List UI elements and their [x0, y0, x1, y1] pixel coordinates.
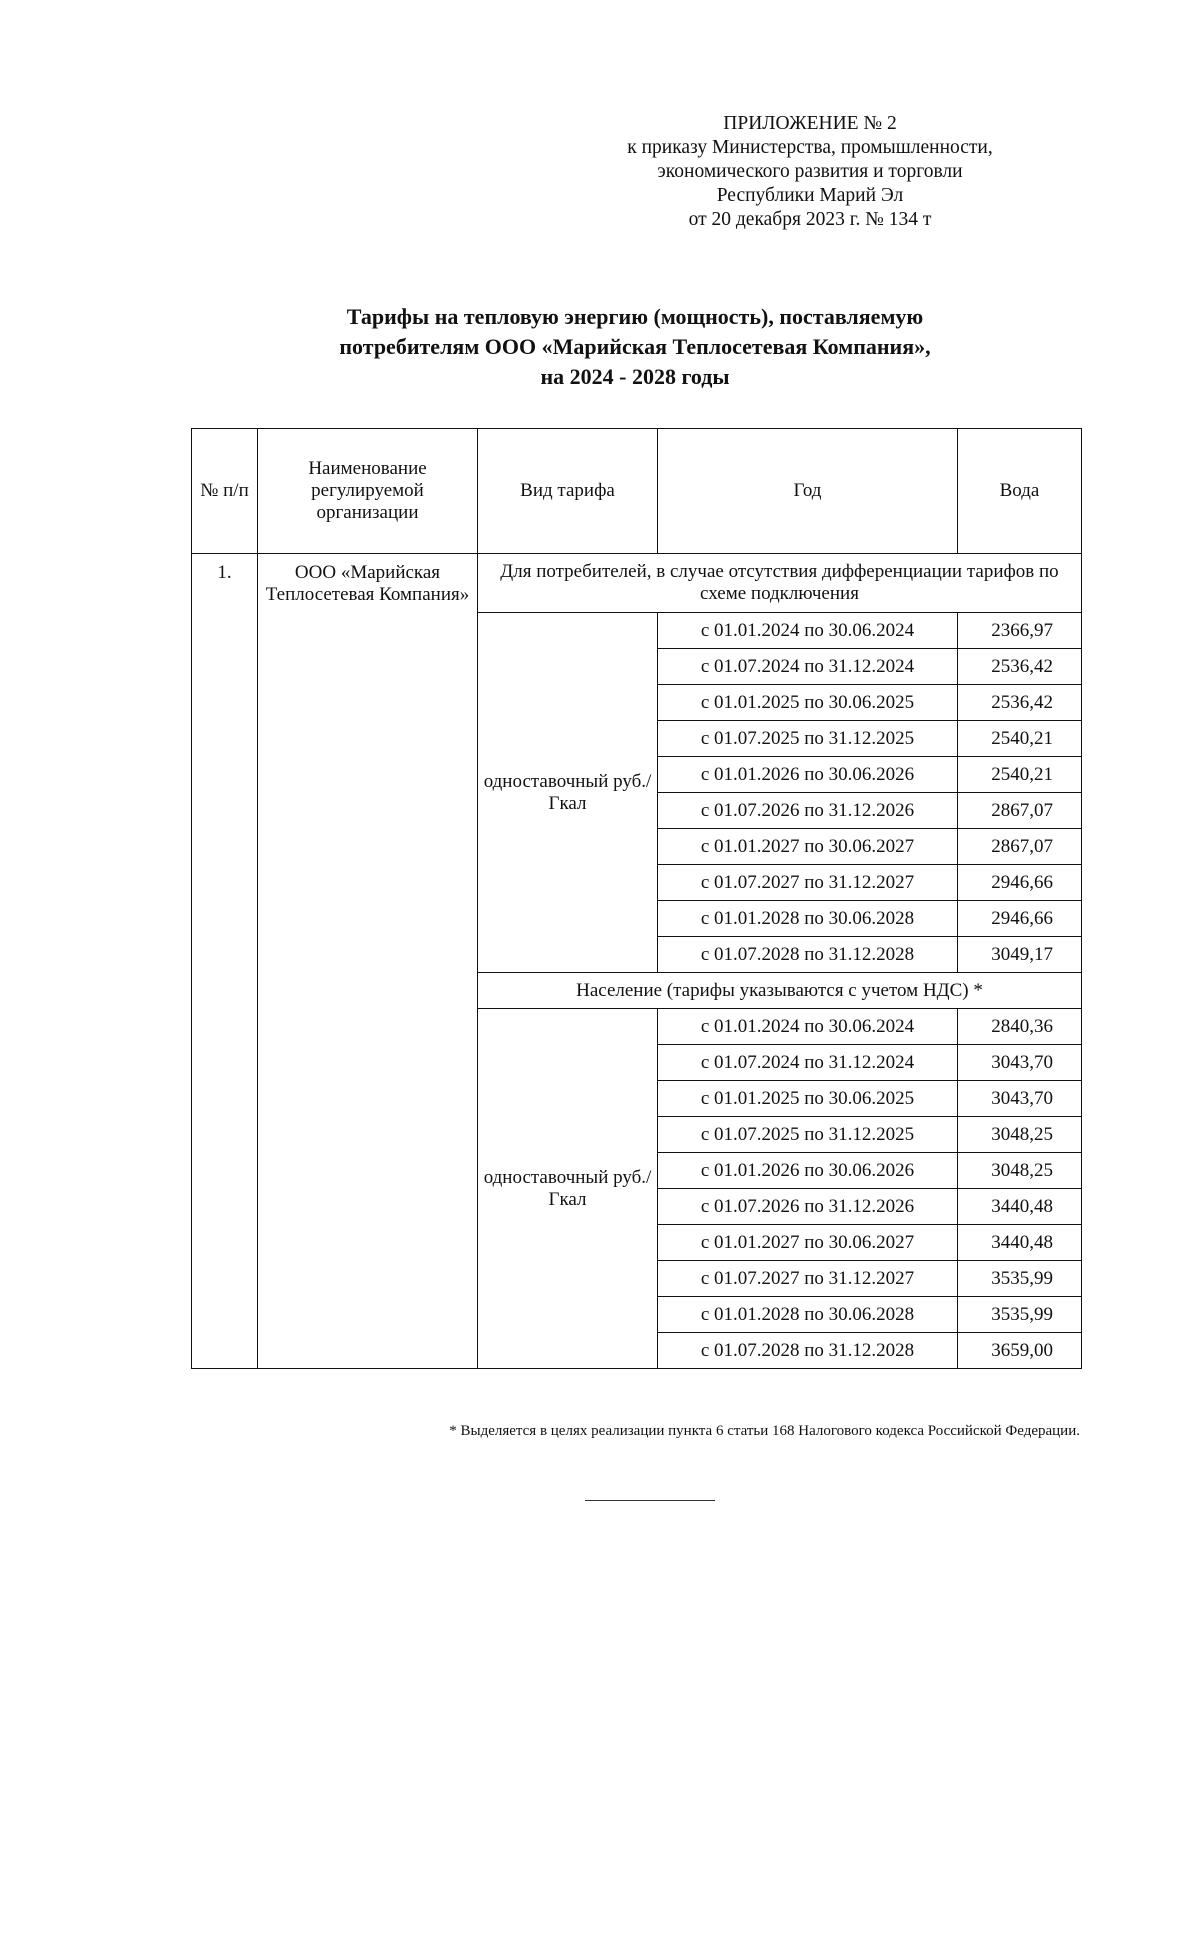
appendix-republic-line: Республики Марий Эл [716, 185, 904, 206]
appendix-number: ПРИЛОЖЕНИЕ № 2 [723, 113, 897, 134]
row-number: 1. [192, 554, 258, 1369]
period-cell: с 01.01.2026 по 30.06.2026 [658, 1153, 958, 1189]
tariff-type: одноставочный руб./Гкал [478, 613, 658, 973]
water-value-cell: 2867,07 [958, 829, 1082, 865]
water-value-cell: 2536,42 [958, 649, 1082, 685]
water-value-cell: 3043,70 [958, 1045, 1082, 1081]
appendix-ministry-line: экономического развития и торговли [657, 161, 963, 182]
section-title-row [192, 554, 1082, 613]
organization-name: ООО «Марийская Теплосетевая Компания» [258, 554, 478, 1369]
water-value-cell: 3440,48 [958, 1189, 1082, 1225]
title-line-2: потребителям ООО «Марийская Теплосетевая Компания», [339, 334, 931, 359]
period-cell: с 01.07.2026 по 31.12.2026 [658, 1189, 958, 1225]
water-value-cell: 2540,21 [958, 757, 1082, 793]
water-value-cell: 3535,99 [958, 1261, 1082, 1297]
period-cell: с 01.01.2028 по 30.06.2028 [658, 901, 958, 937]
water-value-cell: 3043,70 [958, 1081, 1082, 1117]
period-cell: с 01.07.2025 по 31.12.2025 [658, 721, 958, 757]
header-org: Наименование регулируемой организации [258, 429, 478, 554]
title-line-1: Тарифы на тепловую энергию (мощность), поставляемую [346, 304, 924, 329]
period-cell: с 01.07.2027 по 31.12.2027 [658, 1261, 958, 1297]
water-value-cell: 2840,36 [958, 1009, 1082, 1045]
period-cell: с 01.07.2026 по 31.12.2026 [658, 793, 958, 829]
period-cell: с 01.01.2028 по 30.06.2028 [658, 1297, 958, 1333]
water-value-cell: 3535,99 [958, 1297, 1082, 1333]
title-line-3: на 2024 - 2028 годы [540, 364, 730, 389]
header-tariff-type: Вид тарифа [478, 429, 658, 554]
period-cell: с 01.01.2024 по 30.06.2024 [658, 613, 958, 649]
footnote: * Выделяется в целях реализации пункта 6 статьи 168 Налогового кодекса Российской Федерации. [449, 1423, 1080, 1439]
water-value-cell: 3048,25 [958, 1117, 1082, 1153]
header-water: Вода [958, 429, 1082, 554]
water-value-cell: 2946,66 [958, 901, 1082, 937]
water-value-cell: 2536,42 [958, 685, 1082, 721]
end-divider [585, 1500, 715, 1501]
water-value-cell: 2540,21 [958, 721, 1082, 757]
header-num: № п/п [192, 429, 258, 554]
tariff-type: одноставочный руб./Гкал [478, 1009, 658, 1369]
period-cell: с 01.07.2027 по 31.12.2027 [658, 865, 958, 901]
period-cell: с 01.01.2026 по 30.06.2026 [658, 757, 958, 793]
period-cell: с 01.07.2028 по 31.12.2028 [658, 1333, 958, 1369]
water-value-cell: 3048,25 [958, 1153, 1082, 1189]
period-cell: с 01.07.2024 по 31.12.2024 [658, 1045, 958, 1081]
document-title [190, 302, 1080, 392]
appendix-order-line: к приказу Министерства, промышленности, [627, 137, 993, 158]
period-cell: с 01.07.2028 по 31.12.2028 [658, 937, 958, 973]
appendix-date-line: от 20 декабря 2023 г. № 134 т [688, 209, 932, 230]
period-cell: с 01.01.2024 по 30.06.2024 [658, 1009, 958, 1045]
appendix-header [560, 112, 1060, 232]
water-value-cell: 2366,97 [958, 613, 1082, 649]
period-cell: с 01.07.2024 по 31.12.2024 [658, 649, 958, 685]
period-cell: с 01.01.2025 по 30.06.2025 [658, 1081, 958, 1117]
period-cell: с 01.01.2025 по 30.06.2025 [658, 685, 958, 721]
period-cell: с 01.01.2027 по 30.06.2027 [658, 829, 958, 865]
water-value-cell: 2867,07 [958, 793, 1082, 829]
section-title: Для потребителей, в случае отсутствия дифференциации тарифов по схеме подключения [478, 554, 1082, 613]
period-cell: с 01.07.2025 по 31.12.2025 [658, 1117, 958, 1153]
water-value-cell: 2946,66 [958, 865, 1082, 901]
period-cell: с 01.01.2027 по 30.06.2027 [658, 1225, 958, 1261]
header-year: Год [658, 429, 958, 554]
section-title: Население (тарифы указываются с учетом НДС) * [478, 973, 1082, 1009]
tariff-table [191, 428, 1082, 1369]
table-header-row [192, 429, 1082, 554]
water-value-cell: 3659,00 [958, 1333, 1082, 1369]
water-value-cell: 3049,17 [958, 937, 1082, 973]
water-value-cell: 3440,48 [958, 1225, 1082, 1261]
